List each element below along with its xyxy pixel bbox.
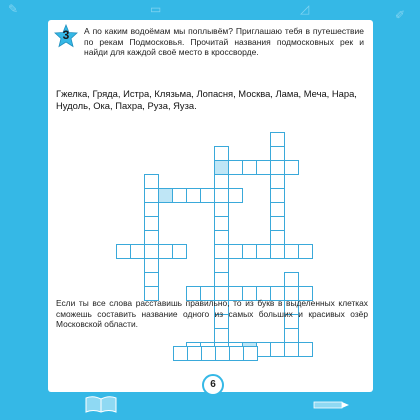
task-number: 3 — [62, 28, 70, 42]
answer-cell[interactable] — [215, 346, 230, 361]
crossword-cell[interactable] — [158, 244, 173, 259]
crossword-cell[interactable] — [144, 188, 159, 203]
crossword-cell[interactable] — [214, 216, 229, 231]
pencil-icon — [310, 398, 350, 412]
crossword-cell[interactable] — [144, 258, 159, 273]
answer-cells-row — [173, 346, 257, 361]
crossword-cell[interactable] — [172, 244, 187, 259]
crossword-cell[interactable] — [214, 328, 229, 343]
crossword-cell[interactable] — [186, 188, 201, 203]
decor-pencil-icon: ✎ — [8, 2, 19, 16]
decor-pen-icon: ✐ — [395, 8, 406, 22]
crossword-cell[interactable] — [284, 272, 299, 287]
crossword-cell[interactable] — [214, 188, 229, 203]
crossword-grid — [48, 20, 373, 320]
crossword-cell[interactable] — [298, 342, 313, 357]
crossword-cell[interactable] — [172, 188, 187, 203]
crossword-cell[interactable] — [228, 244, 243, 259]
crossword-cell[interactable] — [130, 244, 145, 259]
crossword-cell[interactable] — [214, 272, 229, 287]
crossword-cell[interactable] — [256, 160, 271, 175]
crossword-cell[interactable] — [256, 244, 271, 259]
crossword-cell[interactable] — [270, 132, 285, 147]
crossword-cell[interactable] — [270, 160, 285, 175]
page-card — [48, 20, 373, 392]
crossword-cell[interactable] — [214, 230, 229, 245]
crossword-cell[interactable] — [228, 188, 243, 203]
page-number: 6 — [202, 374, 224, 396]
crossword-cell[interactable] — [242, 160, 257, 175]
answer-cell[interactable] — [173, 346, 188, 361]
crossword-cell[interactable] — [284, 160, 299, 175]
answer-cell[interactable] — [187, 346, 202, 361]
decor-triangle-icon: ◿ — [300, 2, 310, 16]
crossword-cell[interactable] — [284, 342, 299, 357]
task-outro-text: Если ты все слова расставишь правильно, то из букв в выделенных клетках сможешь составить название одного из самых больших и красивых озёр Московской области. — [56, 298, 368, 329]
crossword-cell[interactable] — [284, 328, 299, 343]
crossword-cell[interactable] — [214, 202, 229, 217]
answer-cell[interactable] — [229, 346, 244, 361]
river-word-list: Гжелка, Гряда, Истра, Клязьма, Лопасня, Москва, Лама, Меча, Нара, Нудоль, Ока, Пахра, Руза, Яуза. — [56, 88, 357, 111]
crossword-cell[interactable] — [270, 146, 285, 161]
crossword-cell[interactable] — [214, 258, 229, 273]
crossword-cell[interactable] — [214, 244, 229, 259]
crossword-cell[interactable] — [242, 244, 257, 259]
crossword-cell[interactable] — [144, 216, 159, 231]
crossword-cell[interactable] — [214, 146, 229, 161]
crossword-cell[interactable] — [270, 230, 285, 245]
crossword-cell-highlighted[interactable] — [214, 160, 229, 175]
crossword-cell-highlighted[interactable] — [158, 188, 173, 203]
crossword-cell[interactable] — [214, 174, 229, 189]
crossword-cell[interactable] — [144, 202, 159, 217]
crossword-cell[interactable] — [116, 244, 131, 259]
answer-cell[interactable] — [201, 346, 216, 361]
crossword-cell[interactable] — [298, 244, 313, 259]
crossword-cell[interactable] — [144, 244, 159, 259]
crossword-cell[interactable] — [270, 342, 285, 357]
crossword-cell[interactable] — [270, 216, 285, 231]
crossword-cell[interactable] — [200, 188, 215, 203]
crossword-cell[interactable] — [144, 230, 159, 245]
crossword-cell[interactable] — [270, 188, 285, 203]
crossword-cell[interactable] — [284, 244, 299, 259]
crossword-cell[interactable] — [270, 202, 285, 217]
crossword-cell[interactable] — [228, 160, 243, 175]
task-intro-text: А по каким водоёмам мы поплывём? Приглашаю тебя в путешествие по рекам Подмосковья. Прочитай названия подмосковных рек и найди для каждой своё место в кроссворде. — [84, 26, 364, 57]
crossword-cell[interactable] — [270, 244, 285, 259]
crossword-cell[interactable] — [144, 272, 159, 287]
crossword-cell[interactable] — [144, 174, 159, 189]
crossword-cell[interactable] — [256, 342, 271, 357]
answer-cell[interactable] — [243, 346, 258, 361]
crossword-cell[interactable] — [270, 174, 285, 189]
decor-ruler-icon: ▭ — [150, 2, 162, 16]
open-book-icon — [84, 394, 118, 414]
